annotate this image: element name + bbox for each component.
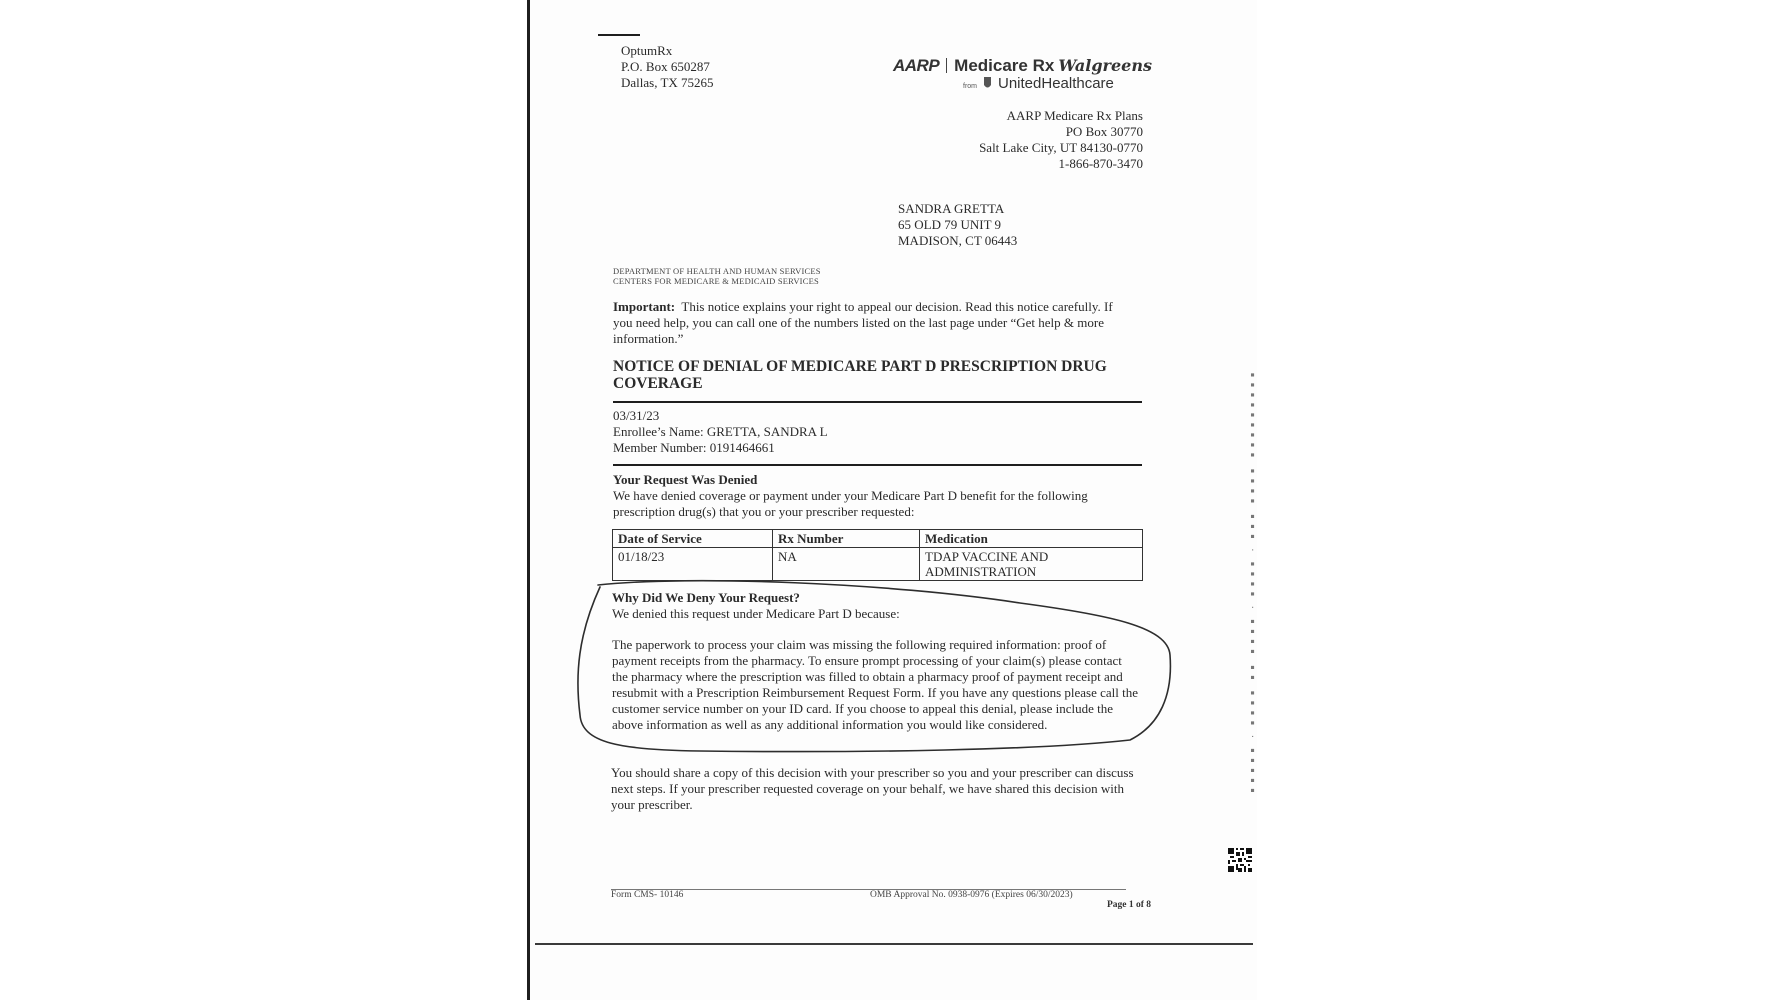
enrollee-info bbox=[613, 408, 828, 456]
denied-heading: Your Request Was Denied bbox=[613, 472, 758, 487]
medication-line-2: ADMINISTRATION bbox=[925, 564, 1037, 579]
agency-line-2: CENTERS FOR MEDICARE & MEDICAID SERVICES bbox=[613, 276, 819, 286]
drug-table bbox=[612, 529, 1143, 581]
denied-line-2: prescription drug(s) that you or your prescriber requested: bbox=[613, 504, 915, 519]
corner-mark bbox=[598, 34, 640, 36]
recipient-street: 65 OLD 79 UNIT 9 bbox=[898, 217, 1002, 232]
why-denied-section bbox=[612, 590, 1182, 733]
plan-po-box: PO Box 30770 bbox=[1065, 124, 1143, 139]
recipient-name: SANDRA GRETTA bbox=[898, 201, 1005, 216]
sender-name: OptumRx bbox=[621, 43, 673, 58]
important-line-3: information.” bbox=[613, 331, 684, 346]
agency-line-1: DEPARTMENT OF HEALTH AND HUMAN SERVICES bbox=[613, 266, 821, 276]
from-label: from bbox=[963, 83, 977, 90]
form-number: Form CMS- 10146 bbox=[611, 890, 684, 900]
title-rule bbox=[613, 401, 1142, 403]
request-denied-section bbox=[613, 472, 1173, 520]
plan-phone: 1-866-870-3470 bbox=[1058, 156, 1143, 171]
column-header-rx: Rx Number bbox=[773, 530, 920, 548]
plan-address bbox=[920, 108, 1143, 172]
denied-line-1: We have denied coverage or payment under your Medicare Part D benefit for the following bbox=[613, 488, 1088, 503]
plan-city: Salt Lake City, UT 84130-0770 bbox=[979, 140, 1143, 155]
medicare-rx-wordmark: Medicare Rx bbox=[954, 56, 1055, 75]
notice-date: 03/31/23 bbox=[613, 408, 660, 423]
page-fold-line bbox=[535, 943, 1253, 945]
cell-rx-number: NA bbox=[773, 548, 920, 581]
uhc-shield-icon bbox=[983, 76, 992, 90]
important-label: Important: bbox=[613, 299, 676, 314]
why-intro: We denied this request under Medicare Part D because: bbox=[612, 606, 900, 621]
why-line-1: The paperwork to process your claim was missing the following required information: proof of bbox=[612, 637, 1107, 652]
omb-approval: OMB Approval No. 0938-0976 (Expires 06/30/2023) bbox=[870, 890, 1073, 900]
notice-title-line-2: COVERAGE bbox=[613, 375, 703, 392]
share-line-1: You should share a copy of this decision with your prescriber so you and your prescriber can discuss bbox=[611, 765, 1134, 780]
sender-address bbox=[621, 43, 714, 91]
why-heading: Why Did We Deny Your Request? bbox=[612, 590, 800, 605]
why-line-6: above information as well as any additional information you would like considered. bbox=[612, 717, 1048, 732]
why-line-4: resubmit with a Prescription Reimbursement Request Form. If you have any questions please call the bbox=[612, 685, 1139, 700]
sender-po-box: P.O. Box 650287 bbox=[621, 59, 710, 74]
walgreens-wordmark: Walgreens bbox=[1058, 56, 1152, 75]
recipient-address bbox=[898, 201, 1017, 249]
member-number: Member Number: 0191464661 bbox=[613, 440, 775, 455]
enrollee-name: Enrollee’s Name: GRETTA, SANDRA L bbox=[613, 424, 828, 439]
important-line-1: This notice explains your right to appeal our decision. Read this notice carefully. If bbox=[681, 299, 1113, 314]
share-paragraph bbox=[611, 765, 1181, 813]
info-rule bbox=[613, 464, 1142, 466]
important-line-2: you need help, you can call one of the numbers listed on the last page under “Get help & more bbox=[613, 315, 1104, 330]
table-header-row bbox=[613, 530, 1143, 548]
column-header-date: Date of Service bbox=[613, 530, 773, 548]
recipient-city: MADISON, CT 06443 bbox=[898, 233, 1018, 248]
share-line-2: next steps. If your prescriber requested coverage on your behalf, we have shared this decision with bbox=[611, 781, 1124, 796]
aarp-wordmark: AARP bbox=[893, 56, 940, 75]
notice-title bbox=[613, 358, 1107, 392]
sender-city: Dallas, TX 75265 bbox=[621, 75, 714, 90]
notice-title-line-1: NOTICE OF DENIAL OF MEDICARE PART D PRESCRIPTION DRUG bbox=[613, 358, 1107, 375]
medication-line-1: TDAP VACCINE AND bbox=[925, 549, 1049, 564]
share-line-3: your prescriber. bbox=[611, 797, 693, 812]
plan-logo bbox=[893, 56, 1153, 98]
qr-code-icon bbox=[1228, 848, 1252, 872]
agency-header bbox=[613, 266, 821, 286]
plan-name: AARP Medicare Rx Plans bbox=[1006, 108, 1143, 123]
important-notice bbox=[613, 299, 1173, 347]
why-line-5: customer service number on your ID card. If you choose to appeal this denial, please include the bbox=[612, 701, 1114, 716]
unitedhealthcare-wordmark: UnitedHealthcare bbox=[998, 75, 1114, 92]
why-line-2: payment receipts from the pharmacy. To ensure prompt processing of your claim(s) please contact bbox=[612, 653, 1122, 668]
side-margin-print: ▪▪▪▪▪▪▪▪▪ ▪▪▪▪ ▪▪▪ · ▪▪▪▪ · ▪▪▪▪ ▪▪ ▪▪▪▪ · ▪▪▪▪▪ bbox=[1248, 370, 1257, 796]
page-number: Page 1 of 8 bbox=[1107, 900, 1152, 910]
cell-date-of-service: 01/18/23 bbox=[613, 548, 773, 581]
column-header-medication: Medication bbox=[920, 530, 1143, 548]
why-line-3: the pharmacy where the prescription was filled to obtain a pharmacy proof of payment receipt and bbox=[612, 669, 1123, 684]
